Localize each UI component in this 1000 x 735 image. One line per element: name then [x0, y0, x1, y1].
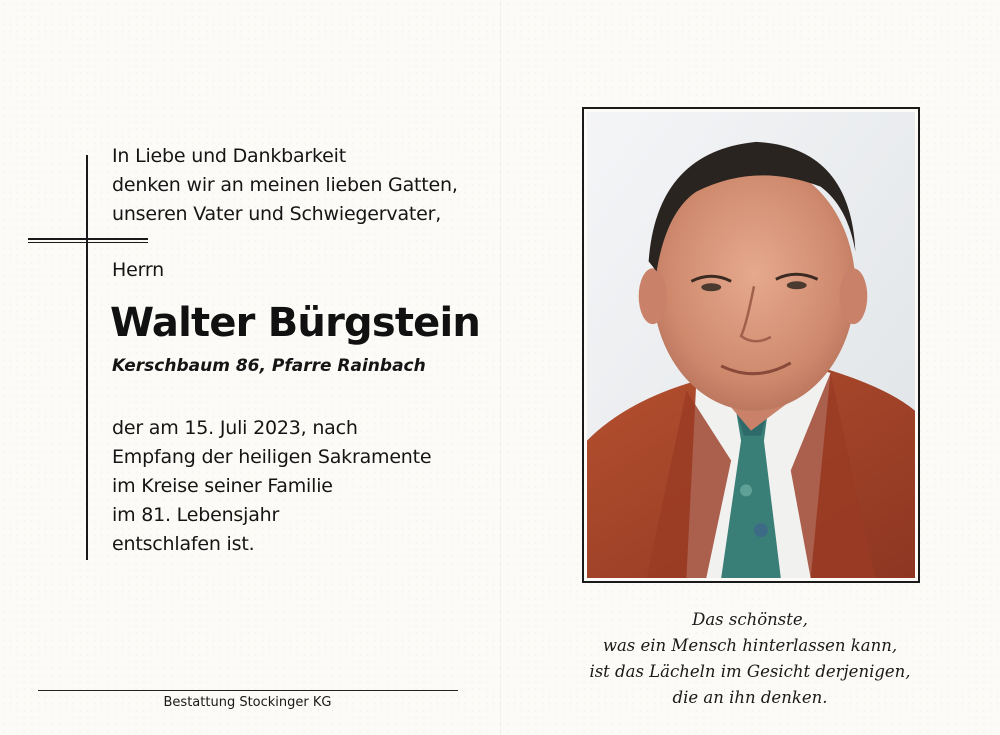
cross-icon-horizontal — [28, 238, 148, 240]
body-line: Empfang der heiligen Sakramente — [112, 446, 432, 468]
portrait-photo — [582, 107, 920, 583]
fold-line — [500, 0, 501, 735]
funeral-home: Bestattung Stockinger KG — [163, 695, 332, 710]
quote-line: Das schönste, — [692, 610, 808, 629]
body-line: der am 15. Juli 2023, nach — [112, 417, 358, 439]
quote-line: was ein Mensch hinterlassen kann, — [602, 636, 898, 655]
body-line: im 81. Lebensjahr — [112, 504, 280, 526]
deceased-address: Kerschbaum 86, Pfarre Rainbach — [112, 356, 426, 376]
intro-line: denken wir an meinen lieben Gatten, — [112, 174, 458, 196]
quote-line: die an ihn denken. — [672, 688, 828, 707]
portrait-image — [587, 112, 915, 578]
memorial-quote — [560, 607, 940, 711]
body-line: entschlafen ist. — [112, 533, 255, 555]
deceased-name: Walter Bürgstein — [110, 300, 481, 346]
intro-line: In Liebe und Dankbarkeit — [112, 145, 346, 167]
cross-icon-vertical — [86, 155, 88, 560]
death-notice-text — [112, 414, 431, 559]
intro-line: unseren Vater und Schwiegervater, — [112, 203, 442, 225]
body-line: im Kreise seiner Familie — [112, 475, 333, 497]
intro-text — [112, 142, 458, 229]
salutation: Herrn — [112, 259, 164, 281]
footer-divider — [38, 690, 458, 691]
quote-line: ist das Lächeln im Gesicht derjenigen, — [589, 662, 911, 681]
